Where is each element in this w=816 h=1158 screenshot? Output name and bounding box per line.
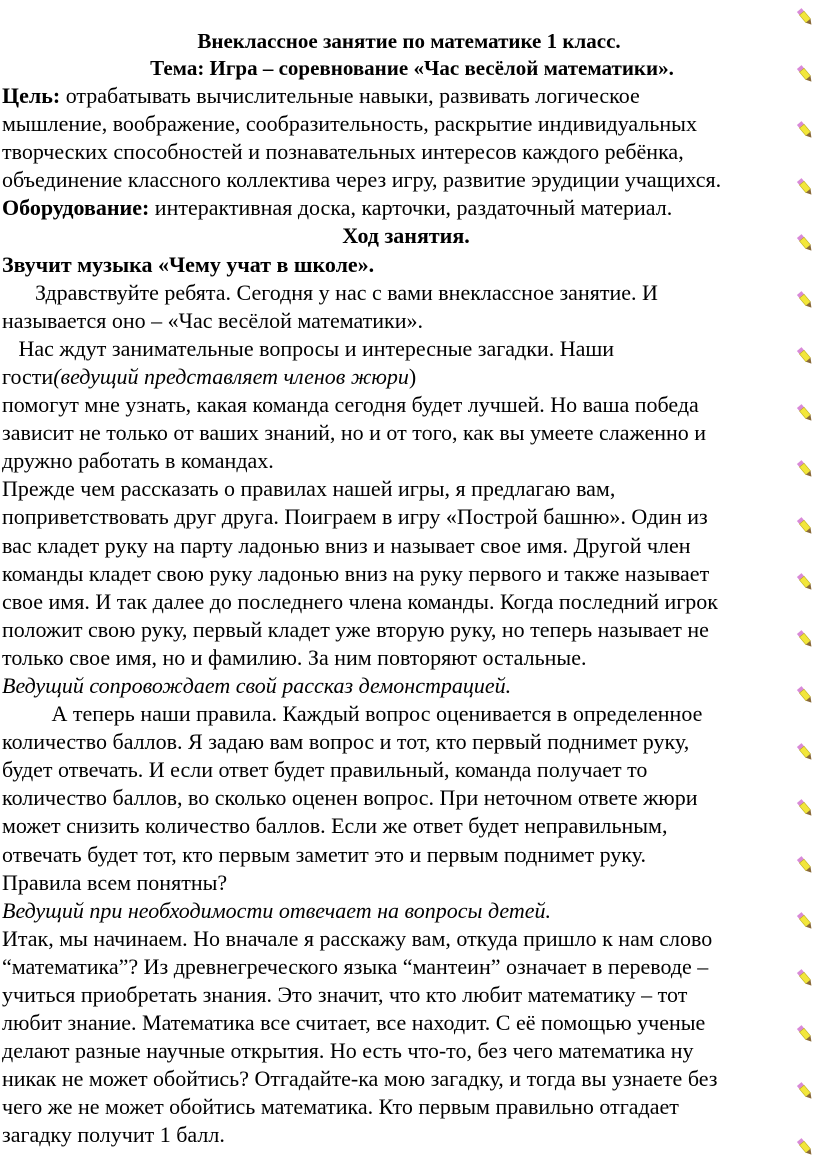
equipment-label: Оборудование:	[2, 195, 150, 221]
rules-line-1: А теперь наши правила. Каждый вопрос оценивается в определенное	[2, 701, 703, 727]
pencil-icon	[796, 1023, 814, 1045]
pencil-icon	[796, 176, 814, 198]
pencil-icon	[796, 1080, 814, 1102]
pencil-icon	[796, 345, 814, 367]
pencil-icon	[796, 684, 814, 706]
goal-label: Цель:	[2, 83, 61, 108]
start-line-1: Итак, мы начинаем. Но вначале я расскажу вам, откуда пришло к нам слово	[2, 925, 713, 951]
pencil-icon	[796, 910, 814, 932]
pencil-icon	[796, 232, 814, 254]
guests-line-3: помогут мне узнать, какая команда сегодня будет лучшей. Но ваша победа	[2, 392, 699, 418]
rules-line-4: количество баллов, во сколько оценен вопрос. При неточном ответе жюри	[2, 785, 698, 811]
document-page	[0, 28, 810, 1150]
goal-text: отрабатывать вычислительные навыки, развивать логическое	[60, 83, 640, 108]
document-title: Внеклассное занятие по математике 1 класс.	[197, 29, 621, 53]
pencil-border	[794, 0, 816, 1153]
music-line: Звучит музыка «Чему учат в школе».	[2, 251, 375, 277]
pencil-icon	[796, 6, 814, 28]
goal-line-3: творческих способностей и познавательных интересов каждого ребёнка,	[2, 139, 684, 165]
tower-line-1: Прежде чем рассказать о правилах нашей игры, я предлагаю вам,	[2, 476, 616, 502]
pencil-icon	[796, 741, 814, 763]
pencil-icon	[796, 119, 814, 141]
guests-suffix: )	[408, 363, 417, 389]
start-line-3: учиться приобретать знания. Это значит, что кто любит математику – тот	[2, 982, 688, 1007]
rules-note: Ведущий при необходимости отвечает на вопросы детей.	[2, 897, 551, 923]
start-line-5: делают разные научные открытия. Но есть что-то, без чего математика ну	[2, 1038, 694, 1064]
greeting-line-2: называется оно – «Час весёлой математики».	[2, 307, 424, 333]
pencil-icon	[796, 402, 814, 424]
start-line-6: никак не может обойтись? Отгадайте-ка мою загадку, и тогда вы узнаете без	[2, 1066, 718, 1092]
tower-line-5: свое имя. И так далее до последнего члена команды. Когда последний игрок	[2, 588, 718, 614]
goal-line-2: мышление, воображение, сообразительность, раскрытие индивидуальных	[2, 111, 697, 137]
pencil-icon	[796, 571, 814, 593]
pencil-icon	[796, 797, 814, 819]
pencil-icon	[796, 458, 814, 480]
tower-line-6: положит свою руку, первый кладет уже вторую руку, но теперь называет не	[2, 616, 709, 642]
rules-line-3: будет отвечать. И если ответ будет правильный, команда получает то	[2, 757, 648, 783]
equipment-text: интерактивная доска, карточки, раздаточный материал.	[149, 195, 673, 221]
guests-line-5: дружно работать в командах.	[2, 448, 274, 474]
pencil-icon	[796, 515, 814, 537]
goal-line-4: объединение классного коллектива через игру, развитие эрудиции учащихся.	[2, 167, 722, 193]
start-line-8: загадку получит 1 балл.	[2, 1122, 225, 1148]
greeting-line-1: Здравствуйте ребята. Сегодня у нас с вами внеклассное занятие. И	[2, 279, 658, 305]
guests-jury-note: (ведущий представляет членов жюри	[53, 363, 409, 389]
start-line-7: чего же не может обойтись математика. Кто первым правильно отгадает	[2, 1094, 679, 1120]
guests-line-4: зависит не только от ваших знаний, но и от того, как вы умеете слаженно и	[2, 420, 707, 446]
guests-prefix: гости	[2, 363, 54, 389]
tower-line-7: только свое имя, но и фамилию. За ним повторяют остальные.	[2, 644, 587, 670]
pencil-icon	[796, 1136, 814, 1158]
pencil-icon	[796, 628, 814, 650]
lesson-heading: Ход занятия.	[342, 223, 470, 249]
guests-line-1: Нас ждут занимательные вопросы и интересные загадки. Наши	[2, 335, 615, 361]
tower-note: Ведущий сопровождает свой рассказ демонстрацией.	[2, 672, 512, 698]
start-line-4: любит знание. Математика все считает, все находит. С её помощью ученые	[2, 1010, 706, 1036]
document-topic: Тема: Игра – соревнование «Час весёлой математики».	[150, 56, 674, 80]
goal-line-1	[0, 82, 810, 110]
rules-line-2: количество баллов. Я задаю вам вопрос и тот, кто первый поднимет руку,	[2, 729, 690, 755]
start-line-2: “математика”? Из древнегреческого языка “мантеин” означает в переводе –	[2, 953, 709, 979]
rules-line-5: может снизить количество баллов. Если же ответ будет неправильным,	[2, 813, 668, 839]
tower-line-4: команды кладет свою руку ладонью вниз на руку первого и также называет	[2, 560, 710, 586]
rules-line-7: Правила всем понятны?	[2, 869, 228, 895]
pencil-icon	[796, 289, 814, 311]
rules-line-6: отвечать будет тот, кто первым заметит это и первым поднимет руку.	[2, 841, 646, 867]
tower-line-2: поприветствовать друг друга. Поиграем в игру «Построй башню». Один из	[2, 504, 708, 530]
pencil-icon	[796, 854, 814, 876]
pencil-icon	[796, 967, 814, 989]
tower-line-3: вас кладет руку на парту ладонью вниз и называет свое имя. Другой член	[2, 532, 691, 558]
guests-line-2	[0, 363, 810, 391]
pencil-icon	[796, 63, 814, 85]
equipment-line	[0, 194, 810, 222]
